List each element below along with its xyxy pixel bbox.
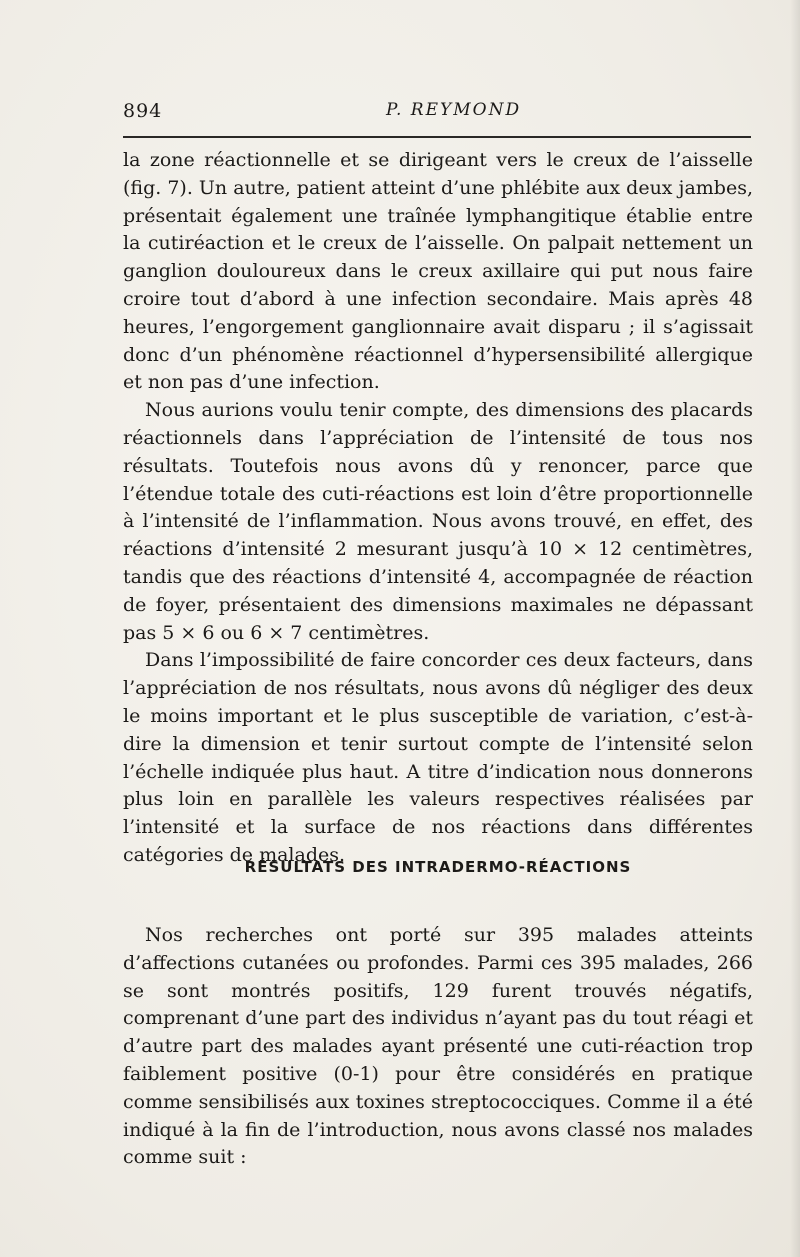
paragraph-continuation: la zone réactionnelle et se dirigeant vers le creux de l’aisselle (fig. 7). Un autre, patient atteint d’une phlébite aux deux jambes, présentait également une traînée lymphangitique établie entre la cutiréaction et le creux de l’aisselle. On palpait nettement un ganglion douloureux dans le creux axillaire qui put nous faire croire tout d’abord à une infection secondaire. Mais après 48 heures, l’engorgement ganglionnaire avait disparu ; il s’agissait donc d’un phénomène réactionnel d’hypersensibilité allergique et non pas d’une infection.: [123, 149, 753, 394]
paragraph-appreciation: Dans l’impossibilité de faire concorder ces deux facteurs, dans l’appréciation de nos résultats, nous avons dû négliger des deux le moins important et le plus susceptible de variation, c’est-à-dire la dimension et tenir surtout compte de l’intensité selon l’échelle indiquée plus haut. A titre d’indication nous donnerons plus loin en parallèle les valeurs respectives réalisées par l’intensité et la surface de nos réactions dans différentes catégories de malades.: [123, 649, 753, 866]
page-edge-shadow: [790, 0, 800, 1257]
body-text-top: [123, 147, 753, 870]
page-header: [123, 100, 753, 128]
paragraph-results: Nos recherches ont porté sur 395 malades atteints d’affections cutanées ou profondes. Parmi ces 395 malades, 266 se sont montrés positifs, 129 furent trouvés négatifs, comprenant d’une part des individus n’ayant pas du tout réagi et d’autre part des malades ayant présenté une cuti-réaction trop faiblement positive (0-1) pour être considérés en pratique comme sensibilisés aux toxines streptococciques. Comme il a été indiqué à la fin de l’introduction, nous avons classé nos malades comme suit :: [123, 924, 753, 1169]
paragraph-dimensions: Nous aurions voulu tenir compte, des dimensions des placards réactionnels dans l’appréciation de l’intensité de tous nos résultats. Toutefois nous avons dû y renoncer, parce que l’étendue totale des cuti-réactions est loin d’être proportionnelle à l’intensité de l’inflammation. Nous avons trouvé, en effet, des réactions d’intensité 2 mesurant jusqu’à 10 × 12 centimètres, tandis que des réactions d’intensité 4, accompagnée de réaction de foyer, présentaient des dimensions maximales ne dépassant pas 5 × 6 ou 6 × 7 centimètres.: [123, 399, 753, 644]
body-text-bottom: [123, 922, 753, 1172]
page-number: 894: [123, 100, 163, 122]
running-head: P. REYMOND: [386, 100, 522, 120]
header-rule: [123, 136, 751, 138]
section-title: RÉSULTATS DES INTRADERMO-RÉACTIONS: [244, 858, 632, 876]
